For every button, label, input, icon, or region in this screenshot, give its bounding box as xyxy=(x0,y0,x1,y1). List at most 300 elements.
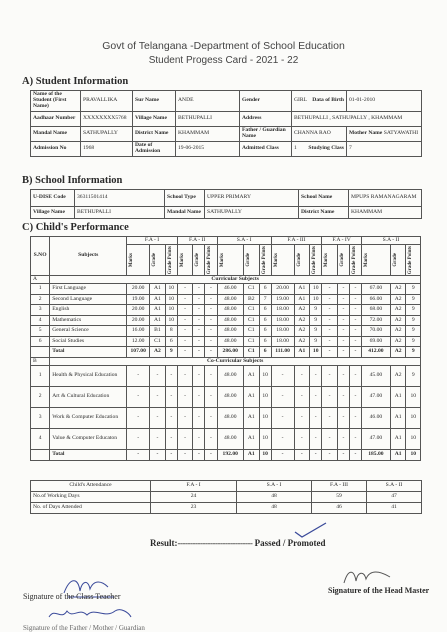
score-cell: - xyxy=(294,429,310,450)
aadhaar-value: XXXXXXXX5768 xyxy=(81,112,133,127)
address-value: BETHUPALLI , SATHUPALLY , KHAMMAM xyxy=(292,112,422,127)
subject-cell: English xyxy=(50,305,127,316)
score-cell: 107.00 xyxy=(127,347,150,358)
score-cell: C1 xyxy=(243,326,259,337)
score-cell: 46.00 xyxy=(217,284,243,295)
score-cell: - xyxy=(322,326,338,337)
group-title: Co-Curricular Subjects xyxy=(50,358,421,366)
attendance-title: Child's Attendance xyxy=(31,481,151,492)
score-cell: 9 xyxy=(310,336,322,347)
class-teacher-signature-label: Signature of the Class Teacher xyxy=(23,592,121,601)
score-cell: 67.00 xyxy=(361,284,390,295)
score-cell: - xyxy=(177,336,193,347)
parent-signature-label: Signature of the Father / Mother / Guardian xyxy=(23,624,145,632)
score-cell: - xyxy=(193,366,205,387)
school-info-table xyxy=(30,189,422,219)
group-title: Curricular Subjects xyxy=(50,276,421,284)
score-cell: B2 xyxy=(243,294,259,305)
score-cell: - xyxy=(205,284,217,295)
sno-cell: 1 xyxy=(31,366,50,387)
score-cell: 9 xyxy=(406,305,421,316)
score-cell: 9 xyxy=(406,315,421,326)
score-cell: 47.00 xyxy=(361,429,390,450)
attendance-row xyxy=(31,492,422,503)
subject-cell: Art & Cultural Education xyxy=(50,387,127,408)
score-cell: 10 xyxy=(259,450,271,461)
score-cell: - xyxy=(193,429,205,450)
score-cell: 10 xyxy=(406,429,421,450)
score-cell: - xyxy=(337,408,349,429)
score-cell: A1 xyxy=(243,387,259,408)
score-cell: 10 xyxy=(259,366,271,387)
score-cell: - xyxy=(205,347,217,358)
header-line-1: Govt of Telangana -Department of School Education xyxy=(102,40,345,52)
score-cell: 48.00 xyxy=(217,336,243,347)
score-cell: - xyxy=(337,336,349,347)
attendance-value: 23 xyxy=(151,503,237,514)
sub-header: Grade xyxy=(296,253,302,267)
score-cell: 19.00 xyxy=(127,294,150,305)
score-cell: 48.00 xyxy=(217,305,243,316)
district-value: KHAMMAM xyxy=(176,127,240,142)
school-type-label: School Type xyxy=(165,190,205,207)
sno-cell: 3 xyxy=(31,408,50,429)
score-cell: 9 xyxy=(165,347,177,358)
table-row xyxy=(31,284,421,295)
school-district-label: District Name xyxy=(299,207,349,219)
score-cell: A1 xyxy=(243,366,259,387)
score-cell: - xyxy=(205,429,217,450)
score-cell: - xyxy=(177,284,193,295)
score-cell: 9 xyxy=(406,336,421,347)
table-row xyxy=(31,408,421,429)
exam-header: F.A - II xyxy=(177,237,217,245)
score-cell: - xyxy=(150,450,166,461)
score-cell: - xyxy=(177,294,193,305)
score-cell: 9 xyxy=(406,347,421,358)
sub-header: Marks xyxy=(363,253,369,268)
score-cell: 12.00 xyxy=(127,336,150,347)
score-cell: - xyxy=(177,347,193,358)
score-cell: 48.00 xyxy=(217,315,243,326)
section-a-title: A) Student Information xyxy=(22,76,129,87)
score-cell: - xyxy=(271,429,294,450)
score-cell: 6 xyxy=(259,315,271,326)
score-cell: 46.00 xyxy=(361,408,390,429)
exam-header: F.A - I xyxy=(127,237,178,245)
score-cell: - xyxy=(193,408,205,429)
score-cell: C1 xyxy=(243,336,259,347)
score-cell: A1 xyxy=(390,408,406,429)
score-cell: - xyxy=(177,326,193,337)
section-c-title: C) Child's Performance xyxy=(22,222,129,233)
score-cell: - xyxy=(294,387,310,408)
admission-no-value: 1968 xyxy=(81,142,133,157)
score-cell: 48.00 xyxy=(217,408,243,429)
attendance-value: 48 xyxy=(237,503,312,514)
school-type-value: UPPER PRIMARY xyxy=(205,190,299,207)
mother-cell xyxy=(347,127,422,142)
sno-cell xyxy=(31,450,50,461)
score-cell: - xyxy=(322,429,338,450)
score-cell: 10 xyxy=(165,284,177,295)
subjects-header: Subjects xyxy=(50,237,127,276)
score-cell: 6 xyxy=(165,336,177,347)
score-cell: - xyxy=(349,305,361,316)
score-cell: - xyxy=(205,450,217,461)
score-cell: C1 xyxy=(243,315,259,326)
score-cell: - xyxy=(193,326,205,337)
score-cell: 192.00 xyxy=(217,450,243,461)
admitted-class-value: 1 xyxy=(294,145,297,152)
score-cell: - xyxy=(337,366,349,387)
score-cell: - xyxy=(349,294,361,305)
subject-cell: Second Language xyxy=(50,294,127,305)
score-cell: - xyxy=(150,429,166,450)
sno-cell: 2 xyxy=(31,294,50,305)
score-cell: A1 xyxy=(294,284,310,295)
score-cell: - xyxy=(271,366,294,387)
score-cell: A2 xyxy=(390,366,406,387)
score-cell: A2 xyxy=(390,315,406,326)
attendance-column-header: F.A - III xyxy=(312,481,367,492)
score-cell: - xyxy=(193,315,205,326)
aadhaar-label: Aadhaar Number xyxy=(31,112,81,127)
total-label: Total xyxy=(50,347,127,358)
score-cell: 18.00 xyxy=(271,336,294,347)
header-line-2: Student Progess Card - 2021 - 22 xyxy=(148,55,299,66)
score-cell: A2 xyxy=(390,347,406,358)
table-row xyxy=(31,315,421,326)
gender-value: GIRL xyxy=(294,97,308,104)
score-cell: - xyxy=(349,315,361,326)
sno-cell: 3 xyxy=(31,305,50,316)
admission-date-label: Date of Admission xyxy=(133,142,176,157)
exam-header: S.A - I xyxy=(217,237,271,245)
score-cell: - xyxy=(337,347,349,358)
score-cell: A2 xyxy=(150,347,166,358)
score-cell: - xyxy=(322,387,338,408)
score-cell: 10 xyxy=(406,450,421,461)
result-dashes: ------------------------------ xyxy=(177,538,253,548)
score-cell: 111.00 xyxy=(271,347,294,358)
attendance-value: 59 xyxy=(312,492,367,503)
score-cell: 10 xyxy=(259,429,271,450)
head-master-signature-label: Signature of the Head Master xyxy=(328,586,430,595)
score-cell: - xyxy=(322,294,338,305)
score-cell: - xyxy=(349,408,361,429)
score-cell: A1 xyxy=(390,450,406,461)
udise-value: 36311501414 xyxy=(75,190,165,207)
score-cell: - xyxy=(322,366,338,387)
score-cell: - xyxy=(310,429,322,450)
table-row xyxy=(31,336,421,347)
udise-label: U-DISE Code xyxy=(31,190,75,207)
score-cell: 7 xyxy=(259,294,271,305)
score-cell: 20.00 xyxy=(127,315,150,326)
sub-header: Grade Points xyxy=(408,246,414,275)
score-cell: 70.00 xyxy=(361,326,390,337)
score-cell: - xyxy=(294,408,310,429)
attendance-row-label: No.of Working Days xyxy=(31,492,151,503)
score-cell: A2 xyxy=(390,305,406,316)
parent-signature-icon xyxy=(45,603,135,625)
score-cell: - xyxy=(165,366,177,387)
admission-date-value: 19-06-2015 xyxy=(176,142,240,157)
score-cell: 19.00 xyxy=(271,294,294,305)
subject-cell: General Science xyxy=(50,326,127,337)
score-cell: 48.00 xyxy=(217,294,243,305)
score-cell: - xyxy=(150,387,166,408)
sub-header: Marks xyxy=(273,253,279,268)
score-cell: - xyxy=(177,315,193,326)
score-cell: - xyxy=(294,450,310,461)
attendance-value: 41 xyxy=(367,503,422,514)
table-row xyxy=(31,294,421,305)
score-cell: 48.00 xyxy=(217,366,243,387)
score-cell: 286.00 xyxy=(217,347,243,358)
score-cell: - xyxy=(177,450,193,461)
score-cell: - xyxy=(205,366,217,387)
score-cell: 185.00 xyxy=(361,450,390,461)
student-info-table xyxy=(30,90,422,157)
score-cell: - xyxy=(205,294,217,305)
score-cell: A1 xyxy=(150,305,166,316)
group-letter: A xyxy=(31,276,50,284)
score-cell: C1 xyxy=(243,284,259,295)
sno-cell: 1 xyxy=(31,284,50,295)
sub-header: Grade xyxy=(195,253,201,267)
score-cell: - xyxy=(193,305,205,316)
score-cell: - xyxy=(205,315,217,326)
score-cell: 10 xyxy=(310,294,322,305)
score-cell: 72.00 xyxy=(361,315,390,326)
father-label: Father / Guardian Name xyxy=(240,127,292,142)
tick-mark-icon xyxy=(290,520,330,540)
sub-header: Grade xyxy=(152,253,158,267)
score-cell: - xyxy=(337,429,349,450)
sub-header: Marks xyxy=(129,253,135,268)
mother-label: Mother Name xyxy=(349,130,383,137)
score-cell: - xyxy=(271,450,294,461)
result-label: Result: xyxy=(150,538,178,548)
score-cell: - xyxy=(127,387,150,408)
score-cell: A2 xyxy=(294,315,310,326)
sub-header: Grade xyxy=(339,253,345,267)
table-row xyxy=(31,429,421,450)
score-cell: 18.00 xyxy=(271,315,294,326)
result-value: Passed / Promoted xyxy=(254,538,326,548)
father-value: CHANNA RAO xyxy=(294,130,331,137)
score-cell: 8 xyxy=(165,326,177,337)
exam-header: S.A - II xyxy=(361,237,420,245)
score-cell: 6 xyxy=(259,336,271,347)
attendance-column-header: F.A - I xyxy=(151,481,237,492)
score-cell: 48.00 xyxy=(217,387,243,408)
score-cell: 47.00 xyxy=(361,387,390,408)
score-cell: 10 xyxy=(165,315,177,326)
score-cell: - xyxy=(349,387,361,408)
total-row xyxy=(31,450,421,461)
performance-table xyxy=(30,236,421,461)
score-cell: - xyxy=(322,450,338,461)
score-cell: 9 xyxy=(406,326,421,337)
score-cell: - xyxy=(337,450,349,461)
score-cell: - xyxy=(337,315,349,326)
mother-value: SATYAWATHI xyxy=(383,130,419,137)
table-row xyxy=(31,366,421,387)
village-label: Village Name xyxy=(133,112,176,127)
subject-cell: First Language xyxy=(50,284,127,295)
score-cell: - xyxy=(177,387,193,408)
score-cell: 6 xyxy=(259,305,271,316)
village-value: BETHUPALLI xyxy=(176,112,240,127)
score-cell: 10 xyxy=(259,387,271,408)
attendance-value: 48 xyxy=(237,492,312,503)
score-cell: 9 xyxy=(406,294,421,305)
score-cell: 9 xyxy=(406,284,421,295)
score-cell: - xyxy=(322,305,338,316)
table-row xyxy=(31,387,421,408)
score-cell: - xyxy=(193,387,205,408)
score-cell: - xyxy=(177,366,193,387)
score-cell: - xyxy=(337,305,349,316)
sub-header: Grade xyxy=(245,253,251,267)
score-cell: A1 xyxy=(150,284,166,295)
score-cell: - xyxy=(349,284,361,295)
school-village-value: BETHUPALLI xyxy=(75,207,165,219)
score-cell: - xyxy=(322,336,338,347)
score-cell: 412.00 xyxy=(361,347,390,358)
score-cell: - xyxy=(177,305,193,316)
attendance-row-label: No. of Days Attended xyxy=(31,503,151,514)
mandal-value: SATHUPALLY xyxy=(81,127,133,142)
total-label: Total xyxy=(50,450,127,461)
group-letter: B xyxy=(31,358,50,366)
score-cell: 69.00 xyxy=(361,336,390,347)
score-cell: - xyxy=(127,366,150,387)
sno-cell: 5 xyxy=(31,326,50,337)
subject-cell: Work & Computer Education xyxy=(50,408,127,429)
section-b-title: B) School Information xyxy=(22,175,123,186)
dob-label xyxy=(292,91,347,112)
score-cell: A1 xyxy=(243,450,259,461)
score-cell: - xyxy=(177,429,193,450)
surname-value: ANDE xyxy=(176,91,240,112)
table-row xyxy=(31,305,421,316)
father-mother-cell xyxy=(292,127,347,142)
score-cell: - xyxy=(322,408,338,429)
dob-label-text: Data of Birth xyxy=(312,97,344,104)
attendance-table xyxy=(30,480,422,514)
studying-class-value: 7 xyxy=(347,142,422,157)
score-cell: - xyxy=(193,347,205,358)
score-cell: C1 xyxy=(243,347,259,358)
score-cell: - xyxy=(193,284,205,295)
attendance-column-header: S.A - II xyxy=(367,481,422,492)
school-name-value: MPUPS RAMANAGARAM xyxy=(349,190,422,207)
sub-header: Marks xyxy=(179,253,185,268)
score-cell: 16.00 xyxy=(127,326,150,337)
score-cell: - xyxy=(177,408,193,429)
address-label: Address xyxy=(240,112,292,127)
score-cell: - xyxy=(271,408,294,429)
score-cell: A2 xyxy=(294,305,310,316)
score-cell: - xyxy=(310,450,322,461)
attendance-value: 46 xyxy=(312,503,367,514)
score-cell: - xyxy=(349,347,361,358)
score-cell: A1 xyxy=(150,315,166,326)
sub-header: Grade Points xyxy=(207,246,213,275)
score-cell: A1 xyxy=(243,429,259,450)
score-cell: 10 xyxy=(310,347,322,358)
score-cell: - xyxy=(205,336,217,347)
score-cell: - xyxy=(337,294,349,305)
exam-header: F.A - IV xyxy=(322,237,362,245)
score-cell: - xyxy=(165,429,177,450)
score-cell: - xyxy=(205,387,217,408)
first-name-label: Name of the Student (First Name) xyxy=(31,91,81,112)
score-cell: 10 xyxy=(310,284,322,295)
exam-header: F.A - III xyxy=(271,237,322,245)
score-cell: B1 xyxy=(150,326,166,337)
dob-value: 01-01-2010 xyxy=(347,91,422,112)
score-cell: A2 xyxy=(390,284,406,295)
score-cell: - xyxy=(349,336,361,347)
score-cell: - xyxy=(193,294,205,305)
score-cell: - xyxy=(150,408,166,429)
score-cell: - xyxy=(205,305,217,316)
sno-cell: 2 xyxy=(31,387,50,408)
score-cell: 20.00 xyxy=(127,305,150,316)
first-name-value: PRAVALLIKA xyxy=(81,91,133,112)
score-cell: - xyxy=(205,326,217,337)
district-label: District Name xyxy=(133,127,176,142)
sub-header: Grade Points xyxy=(351,246,357,275)
score-cell: - xyxy=(127,429,150,450)
score-cell: - xyxy=(150,366,166,387)
score-cell: 66.00 xyxy=(361,294,390,305)
score-cell: A1 xyxy=(243,408,259,429)
score-cell: - xyxy=(337,284,349,295)
score-cell: A1 xyxy=(390,429,406,450)
score-cell: 9 xyxy=(310,305,322,316)
score-cell: - xyxy=(310,366,322,387)
school-village-label: Village Name xyxy=(31,207,75,219)
score-cell: 6 xyxy=(259,284,271,295)
attendance-column-header: S.A - I xyxy=(237,481,312,492)
score-cell: - xyxy=(310,387,322,408)
sub-header: Grade Points xyxy=(261,246,267,275)
score-cell: - xyxy=(349,326,361,337)
score-cell: A1 xyxy=(150,294,166,305)
score-cell: 18.00 xyxy=(271,326,294,337)
sub-header: Grade Points xyxy=(167,246,173,275)
score-cell: - xyxy=(165,450,177,461)
score-cell: 45.00 xyxy=(361,366,390,387)
score-cell: 6 xyxy=(259,326,271,337)
score-cell: A2 xyxy=(390,326,406,337)
attendance-value: 47 xyxy=(367,492,422,503)
score-cell: A1 xyxy=(294,347,310,358)
score-cell: 68.00 xyxy=(361,305,390,316)
score-cell: A2 xyxy=(294,336,310,347)
score-cell: - xyxy=(271,387,294,408)
score-cell: - xyxy=(205,408,217,429)
sno-cell: 4 xyxy=(31,315,50,326)
score-cell: A2 xyxy=(390,336,406,347)
score-cell: A2 xyxy=(294,326,310,337)
